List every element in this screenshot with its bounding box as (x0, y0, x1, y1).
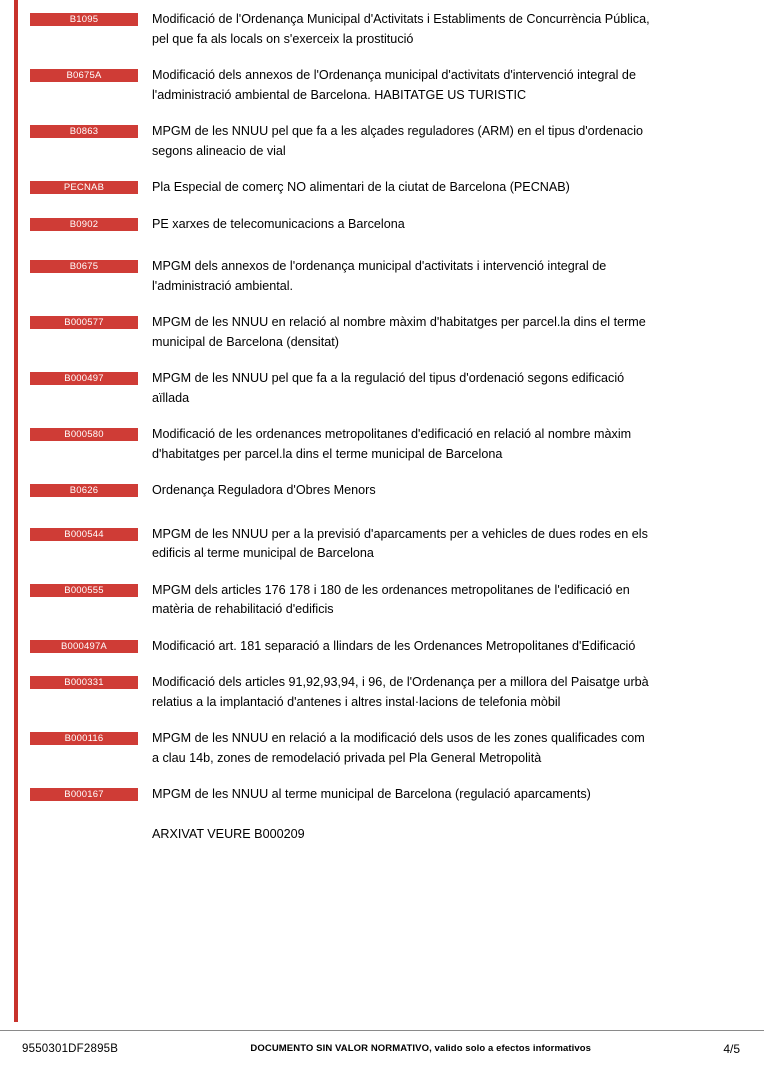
page-footer (0, 1030, 764, 1066)
code-badge-cell (30, 66, 138, 82)
code-badge-cell (30, 313, 138, 329)
list-item (30, 481, 738, 501)
list-item (30, 122, 738, 161)
code-badge-cell (30, 637, 138, 653)
status-badge: B0626 (30, 484, 138, 497)
document-reference-code: 9550301DF2895B (22, 1042, 119, 1055)
left-margin-rule (14, 0, 18, 1022)
code-badge-cell (30, 369, 138, 385)
status-badge: B0863 (30, 125, 138, 138)
status-badge: B000497A (30, 640, 138, 653)
status-badge: B1095 (30, 13, 138, 26)
code-badge-cell (30, 581, 138, 597)
code-badge-cell (30, 10, 138, 26)
list-item (30, 673, 738, 712)
code-badge-cell (30, 825, 138, 841)
code-badge-cell (30, 481, 138, 497)
entry-description: ARXIVAT VEURE B000209 (152, 826, 305, 841)
code-badge-cell (30, 425, 138, 441)
entry-description: Modificació de l'Ordenança Municipal d'Activitats i Establiments de Concurrència Pública, pel que fa als locals on s'exerceix la prostitució (152, 12, 650, 46)
status-badge: B000544 (30, 528, 138, 541)
entry-description: MPGM de les NNUU per a la previsió d'aparcaments per a vehicles de dues rodes en els edificis al terme municipal de Barcelona (152, 526, 648, 560)
code-badge-cell (30, 178, 138, 194)
entry-list (30, 10, 738, 844)
code-badge-cell (30, 525, 138, 541)
code-badge-cell (30, 215, 138, 231)
status-badge: B000331 (30, 676, 138, 689)
status-badge: B0675 (30, 260, 138, 273)
entry-description: Modificació de les ordenances metropolitanes d'edificació en relació al nombre màxim d'habitatges per parcel.la dins el terme municipal de Barcelona (152, 427, 632, 461)
entry-description: MPGM de les NNUU en relació al nombre màxim d'habitatges per parcel.la dins el terme municipal de Barcelona (densitat) (152, 315, 646, 349)
list-item (30, 66, 738, 105)
list-item (30, 825, 738, 845)
code-badge-cell (30, 257, 138, 273)
entry-description: Modificació dels annexos de l'Ordenança municipal d'activitats d'intervenció integral de l'administració ambiental de Barcelona. HABITATGE US TURISTIC (152, 68, 636, 102)
entry-description: MPGM dels articles 176 178 i 180 de les ordenances metropolitanes de l'edificació en matèria de rehabilitació d'edificis (152, 582, 630, 616)
list-item (30, 369, 738, 408)
list-item (30, 215, 738, 235)
status-badge: PECNAB (30, 181, 138, 194)
code-badge-cell (30, 122, 138, 138)
entry-description: MPGM de les NNUU pel que fa a la regulació del tipus d'ordenació segons edificació aïllada (152, 371, 625, 405)
status-badge (30, 828, 138, 841)
status-badge: B000116 (30, 732, 138, 745)
entry-description: MPGM de les NNUU al terme municipal de Barcelona (regulació aparcaments) (152, 787, 591, 801)
footer-disclaimer: DOCUMENTO SIN VALOR NORMATIVO, valido solo a efectos informativos (250, 1043, 592, 1054)
status-badge: B0902 (30, 218, 138, 231)
list-item (30, 425, 738, 464)
code-badge-cell (30, 729, 138, 745)
list-item (30, 257, 738, 296)
list-item (30, 785, 738, 805)
list-item (30, 525, 738, 564)
entry-description: Ordenança Reguladora d'Obres Menors (152, 483, 376, 497)
entry-description: Modificació art. 181 separació a llindars de les Ordenances Metropolitanes d'Edificació (152, 638, 636, 653)
status-badge: B000580 (30, 428, 138, 441)
status-badge: B000167 (30, 788, 138, 801)
list-item (30, 637, 738, 657)
status-badge: B000555 (30, 584, 138, 597)
list-item (30, 10, 738, 49)
entry-description: Modificació dels articles 91,92,93,94, i 96, de l'Ordenança per a millora del Paisatge urbà relatius a la implantació d'antenes i altres instal·lacions de telefonia mòbil (152, 675, 649, 709)
list-item (30, 581, 738, 620)
code-badge-cell (30, 673, 138, 689)
status-badge: B0675A (30, 69, 138, 82)
entry-description: MPGM dels annexos de l'ordenança municipal d'activitats i intervenció integral de l'administració ambiental. (152, 259, 607, 293)
status-badge: B000497 (30, 372, 138, 385)
entry-description: MPGM de les NNUU pel que fa a les alçades reguladores (ARM) en el tipus d'ordenacio segons alineacio de vial (152, 124, 643, 158)
entry-description: Pla Especial de comerç NO alimentari de la ciutat de Barcelona (PECNAB) (152, 180, 570, 194)
list-item (30, 313, 738, 352)
status-badge: B000577 (30, 316, 138, 329)
page-number: 4/5 (723, 1041, 740, 1056)
code-badge-cell (30, 785, 138, 801)
list-item (30, 178, 738, 198)
list-item (30, 729, 738, 768)
entry-description: PE xarxes de telecomunicacions a Barcelona (152, 216, 405, 231)
entry-description: MPGM de les NNUU en relació a la modificació dels usos de les zones qualificades com a clau 14b, zones de remodelació privada pel Pla General Metropolità (152, 731, 645, 765)
